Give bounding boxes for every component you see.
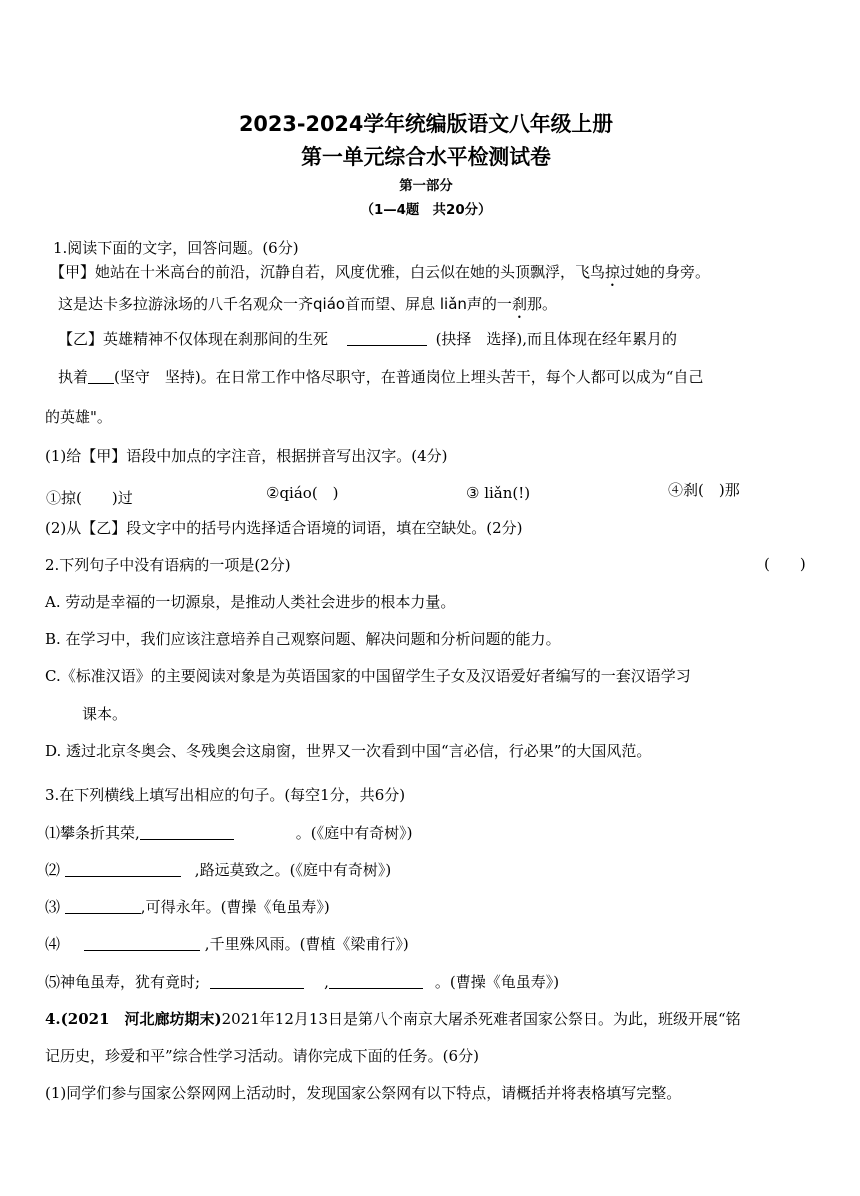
q3-line3: ⑶ ,可得永年。(曹操《龟虽寿》) (45, 898, 330, 916)
q2-option-c: C.《标准汉语》的主要阅读对象是为英语国家的中国留学生子女及汉语爱好者编写的一套汉语学习 (45, 667, 691, 685)
dotted-char: 刹 (511, 295, 527, 313)
q1-answer-1: ①掠( )过 (46, 489, 133, 507)
answer-blank[interactable] (347, 331, 427, 346)
exam-subtitle: 第一单元综合水平检测试卷 (301, 145, 551, 169)
q1-sub1: (1)给【甲】语段中加点的字注音，根据拼音写出汉字。(4分) (45, 447, 448, 465)
q1-answer-2: ②qiáo( ) (266, 484, 339, 502)
q1-stem: 1.阅读下面的文字，回答问题。(6分) (53, 239, 299, 257)
q1-yi-line2: 执着 (坚守 坚持)。在日常工作中恪尽职守，在普通岗位上埋头苦干，每个人都可以成为“自己 (58, 368, 704, 386)
q2-option-b: B. 在学习中，我们应该注意培养自己观察问题、解决问题和分析问题的能力。 (45, 630, 561, 648)
q2-option-d: D. 透过北京冬奥会、冬残奥会这扇窗，世界又一次看到中国“言必信，行必果”的大国风范。 (45, 742, 652, 760)
q1-yi-line1: 【乙】英雄精神不仅体现在刹那间的生死 (抉择 选择),而且体现在经年累月的 (58, 330, 678, 348)
q2-stem: 2.下列句子中没有语病的一项是(2分) (45, 556, 291, 574)
q3-stem: 3.在下列横线上填写出相应的句子。(每空1分，共6分) (45, 786, 406, 804)
answer-blank[interactable] (210, 974, 304, 989)
q1-answer-3: ③ liǎn(!) (466, 484, 531, 502)
q3-line2: ⑵ ,路远莫致之。(《庭中有奇树》) (45, 861, 392, 879)
q1-jia-line1: 【甲】她站在十米高台的前沿，沉静自若，风度优雅，白云似在她的头顶飘浮，飞鸟掠过她的身旁。 (50, 263, 711, 281)
q1-answer-4: ④刹( )那 (668, 481, 740, 499)
q4-line1: 4.(2021 河北廊坊期末)2021年12月13日是第八个南京大屠杀死难者国家公祭日。为此，班级开展“铭 (45, 1010, 741, 1028)
q2-option-a: A. 劳动是幸福的一切源泉，是推动人类社会进步的根本力量。 (45, 593, 456, 611)
q1-jia-line2: 这是达卡多拉游泳场的八千名观众一齐qiáo首而望、屏息 liǎn声的一刹那。 (58, 295, 557, 313)
q3-line5: ⑸神龟虽寿，犹有竟时; , 。(曹操《龟虽寿》) (45, 973, 560, 991)
dotted-char: 掠 (605, 263, 621, 281)
q4-line3: (1)同学们参与国家公祭网网上活动时，发现国家公祭网有以下特点，请概括并将表格填写完整。 (45, 1084, 682, 1102)
answer-blank[interactable] (140, 825, 234, 840)
part-range: （1—4题 共20分） (360, 202, 492, 218)
q4-source: 4.(2021 河北廊坊期末) (45, 1010, 222, 1028)
q2-answer-parens: ( ) (764, 555, 806, 573)
answer-blank[interactable] (329, 974, 423, 989)
q1-sub2: (2)从【乙】段文字中的括号内选择适合语境的词语，填在空缺处。(2分) (45, 519, 523, 537)
q1-yi-line3: 的英雄"。 (45, 408, 112, 426)
q4-line2: 记历史，珍爱和平”综合性学习活动。请你完成下面的任务。(6分) (45, 1047, 479, 1065)
q2-option-c-cont: 课本。 (82, 705, 128, 723)
answer-blank[interactable] (65, 899, 141, 914)
answer-blank[interactable] (88, 369, 114, 384)
q3-line4: ⑷ ,千里殊风雨。(曹植《梁甫行》) (45, 935, 409, 953)
answer-blank[interactable] (65, 862, 181, 877)
part-label: 第一部分 (399, 178, 453, 194)
q3-line1: ⑴攀条折其荣, 。(《庭中有奇树》) (45, 824, 413, 842)
answer-blank[interactable] (84, 936, 200, 951)
exam-title: 2023-2024学年统编版语文八年级上册 (238, 112, 614, 136)
